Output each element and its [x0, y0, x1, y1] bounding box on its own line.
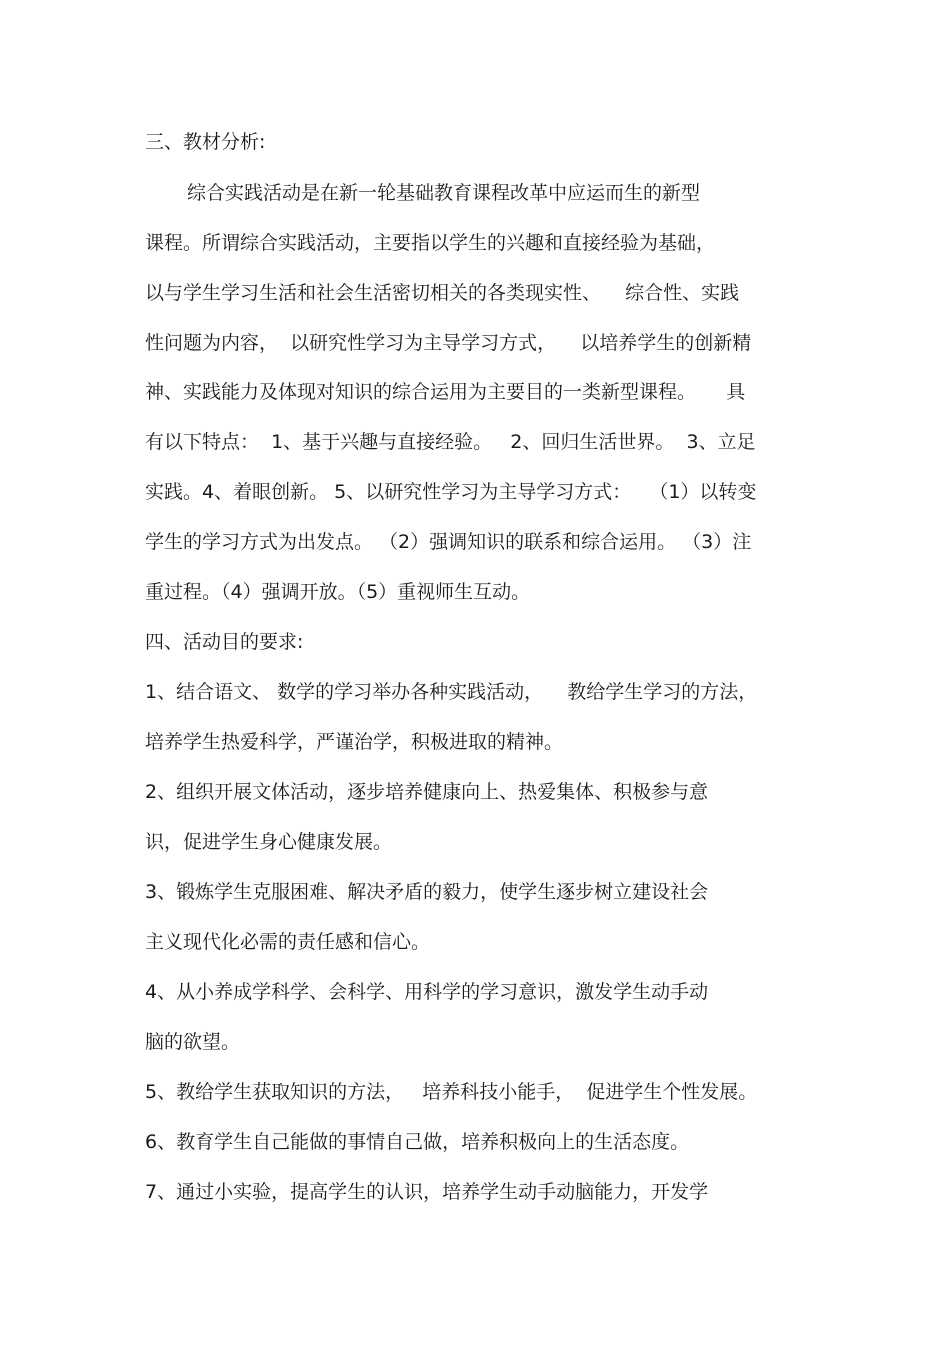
list-item: 培养学生热爱科学，严谨治学，积极进取的精神。: [145, 731, 564, 753]
paragraph-line: 重过程。（4）强调开放。（5）重视师生互动。: [145, 581, 531, 603]
paragraph-line: 课程。所谓综合实践活动，主要指以学生的兴趣和直接经验为基础，: [145, 232, 716, 254]
paragraph-line: 综合实践活动是在新一轮基础教育课程改革中应运而生的新型: [187, 182, 701, 204]
paragraph-line: 神、实践能力及体现对知识的综合运用为主要目的一类新型课程。 具: [145, 381, 746, 403]
paragraph-line: 性问题为内容， 以研究性学习为主导学习方式， 以培养学生的创新精: [145, 332, 752, 354]
list-item: 识，促进学生身心健康发展。: [145, 831, 393, 853]
section-heading-materials-analysis: 三、教材分析:: [145, 131, 266, 153]
list-item: 7、通过小实验，提高学生的认识，培养学生动手动脑能力，开发学: [145, 1181, 709, 1203]
paragraph-line: 以与学生学习生活和社会生活密切相关的各类现实性、 综合性、实践: [145, 282, 740, 304]
list-item: 5、教给学生获取知识的方法， 培养科技小能手， 促进学生个性发展。: [145, 1081, 758, 1103]
paragraph-line: 学生的学习方式为出发点。 （2）强调知识的联系和综合运用。 （3）注: [145, 531, 752, 553]
list-item: 主义现代化必需的责任感和信心。: [145, 931, 431, 953]
paragraph-line: 有以下特点： 1、基于兴趣与直接经验。 2、回归生活世界。 3、立足: [145, 431, 756, 453]
list-item: 4、从小养成学科学、会科学、用科学的学习意识，激发学生动手动: [145, 981, 709, 1003]
list-item: 1、结合语文、 数学的学习举办各种实践活动， 教给学生学习的方法，: [145, 681, 758, 703]
section-heading-activity-goals: 四、活动目的要求:: [145, 631, 304, 653]
list-item: 3、锻炼学生克服困难、解决矛盾的毅力，使学生逐步树立建设社会: [145, 881, 709, 903]
list-item: 2、组织开展文体活动，逐步培养健康向上、热爱集体、积极参与意: [145, 781, 709, 803]
paragraph-line: 实践。4、着眼创新。 5、以研究性学习为主导学习方式： （1）以转变: [145, 481, 757, 503]
list-item: 脑的欲望。: [145, 1031, 241, 1053]
list-item: 6、教育学生自己能做的事情自己做，培养积极向上的生活态度。: [145, 1131, 690, 1153]
